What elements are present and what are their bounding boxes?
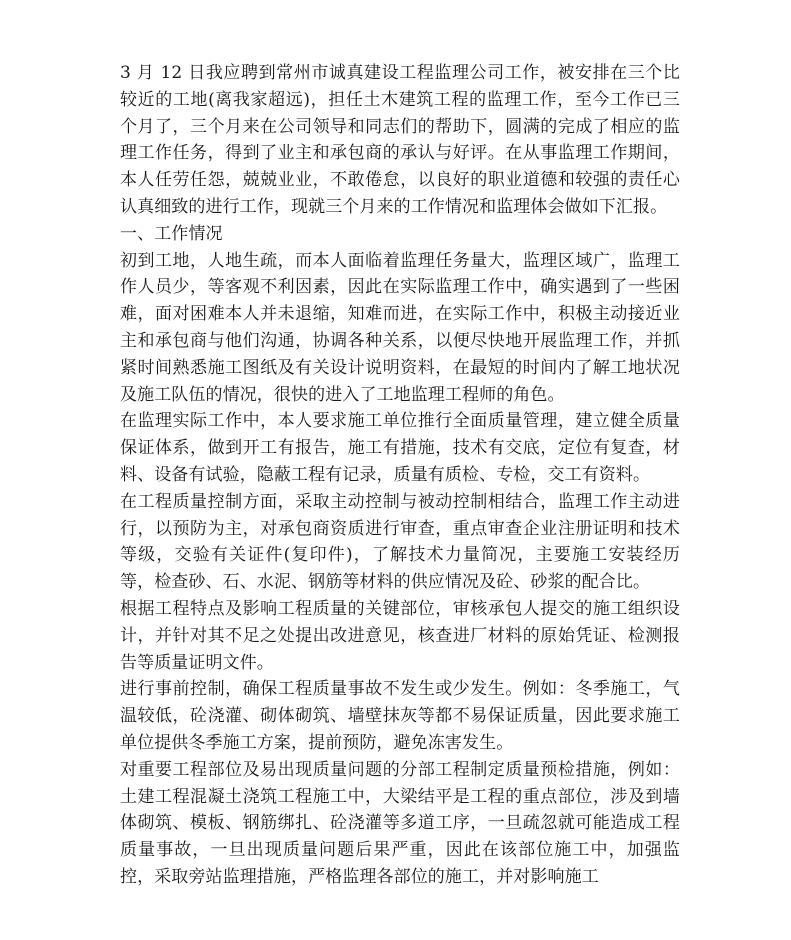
document-body [120, 60, 680, 891]
paragraph-construction-review: 根据工程特点及影响工程质量的关键部位，审核承包人提交的施工组织设计，并针对其不足之处提出改进意见，核查进厂材料的原始凭证、检测报告等质量证明文件。 [120, 598, 680, 673]
paragraph-key-parts: 对重要工程部位及易出现质量问题的分部工程制定质量预检措施，例如：土建工程混凝土浇筑工程施工中，大梁结平是工程的重点部位，涉及到墙体砌筑、模板、钢筋绑扎、砼浇灌等多道工序，一旦疏忽就可能造成工程质量事故，一旦出现质量问题后果严重，因此在该部位施工中，加强监控，采取旁站监理措施，严格监理各部位的施工，并对影响施工 [120, 759, 680, 887]
section-heading-work-status: 一、工作情况 [120, 223, 223, 244]
paragraph-quality-control: 在工程质量控制方面，采取主动控制与被动控制相结合，监理工作主动进行，以预防为主，对承包商资质进行审查，重点审查企业注册证明和技术等级，交验有关证件(复印件)，了解技术力量简况，主要施工安装经历等，检查砂、石、水泥、钢筋等材料的供应情况及砼、砂浆的配合比。 [120, 491, 680, 593]
paragraph-initial-arrival: 初到工地，人地生疏，而本人面临着监理任务量大，监理区域广，监理工作人员少，等客观不利因素，因此在实际监理工作中，确实遇到了一些困难，面对困难本人并未退缩，知难而进，在实际工作中，积极主动接近业主和承包商与他们沟通，协调各种关系，以便尽快地开展监理工作，并抓紧时间熟悉施工图纸及有关设计说明资料，在最短的时间内了解工地状况及施工队伍的情况，很快的进入了工地监理工程师的角色。 [120, 250, 680, 405]
intro-paragraph: 3 月 12 日我应聘到常州市诚真建设工程监理公司工作，被安排在三个比较近的工地(离我家超远)，担任土木建筑工程的监理工作，至今工作已三个月了，三个月来在公司领导和同志们的帮助下，圆满的完成了相应的监理工作任务，得到了业主和承包商的承认与好评。在从事监理工作期间，本人任劳任怨，兢兢业业，不敢倦怠，以良好的职业道德和较强的责任心认真细致的进行工作，现就三个月来的工作情况和监理体会做如下汇报。 [120, 63, 680, 217]
paragraph-quality-management: 在监理实际工作中，本人要求施工单位推行全面质量管理，建立健全质量保证体系，做到开工有报告，施工有措施，技术有交底，定位有复查，材料、设备有试验，隐蔽工程有记录，质量有质检、专检，交工有资料。 [120, 411, 680, 485]
paragraph-advance-control: 进行事前控制，确保工程质量事故不发生或少发生。例如：冬季施工，气温较低，砼浇灌、砌体砌筑、墙壁抹灰等都不易保证质量，因此要求施工单位提供冬季施工方案，提前预防，避免冻害发生。 [120, 679, 680, 753]
